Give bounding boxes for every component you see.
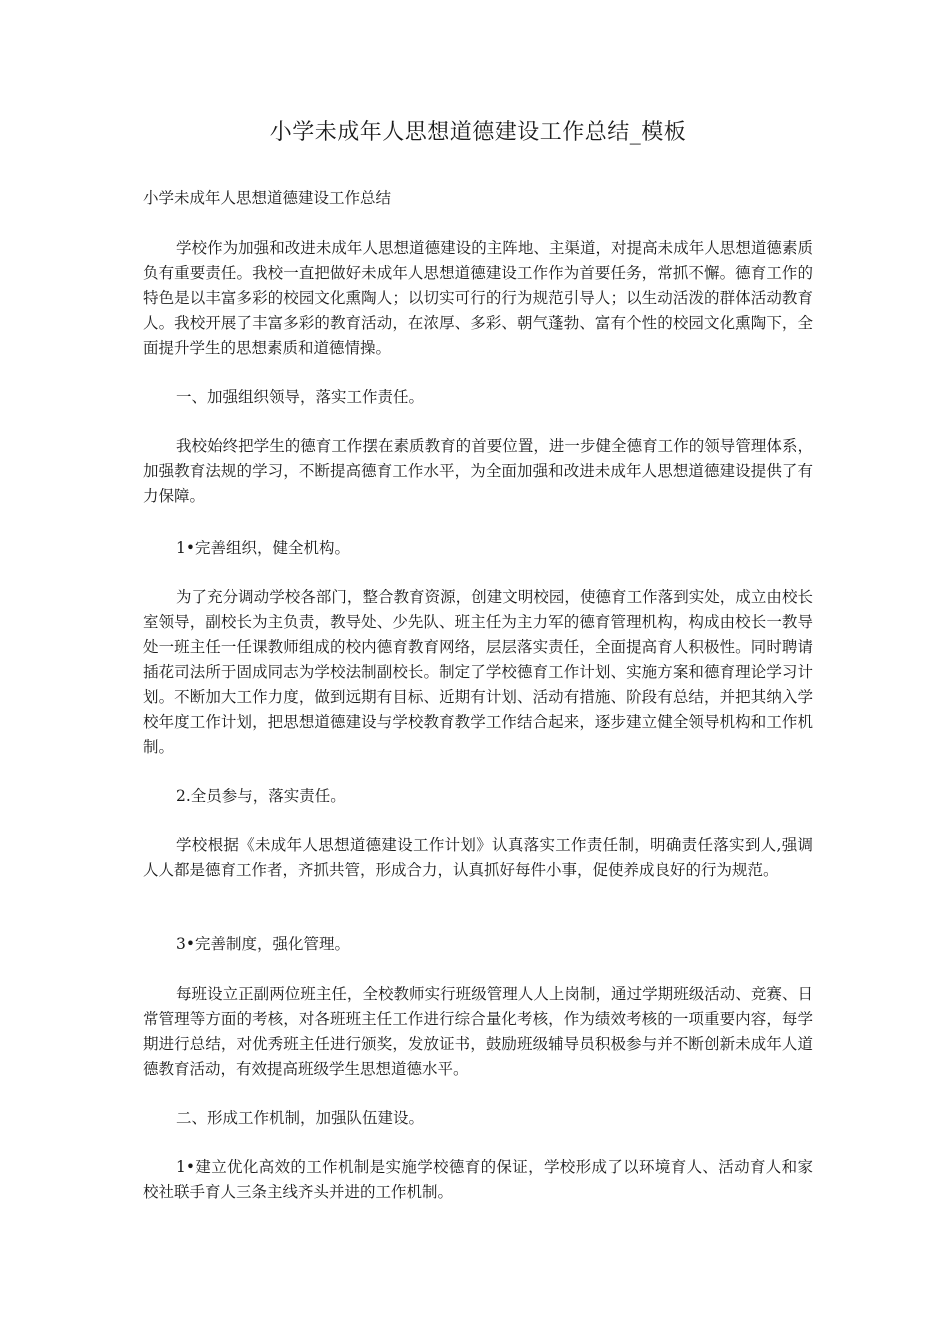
subheading-1-2: 2.全员参与，落实责任。 xyxy=(176,787,346,805)
document-title: 小学未成年人思想道德建设工作总结_模板 xyxy=(269,120,687,145)
subheading-1-1: 1•完善组织，健全机构。 xyxy=(176,539,351,557)
paragraph-intro: 学校作为加强和改进未成年人思想道德建设的主阵地、主渠道，对提高未成年人思想道德素质负有重要责任。我校一直把做好未成年人思想道德建设工作作为首要任务，常抓不懈。德育工作的特色是以丰富多彩的校园文化熏陶人；以切实可行的行为规范引导人；以生动活泼的群体活动教育人。我校开展了丰富多彩的教育活动，在浓厚、多彩、朝气蓬勃、富有个性的校园文化熏陶下，全面提升学生的思想素质和道德情操。 xyxy=(143,239,813,357)
section-heading-2: 二、形成工作机制，加强队伍建设。 xyxy=(176,1109,425,1127)
paragraph-2-1: 1•建立优化高效的工作机制是实施学校德育的保证，学校形成了以环境育人、活动育人和家校社联手育人三条主线齐头并进的工作机制。 xyxy=(143,1158,813,1201)
paragraph-section-1: 我校始终把学生的德育工作摆在素质教育的首要位置，进一步健全德育工作的领导管理体系，加强教育法规的学习，不断提高德育工作水平，为全面加强和改进未成年人思想道德建设提供了有力保障。 xyxy=(143,437,813,505)
paragraph-1-1: 为了充分调动学校各部门，整合教育资源，创建文明校园，使德育工作落到实处，成立由校长室领导，副校长为主负责，教导处、少先队、班主任为主力军的德育管理机构，构成由校长一教导处一班主任一任课教师组成的校内德育教育网络，层层落实责任，全面提高育人积极性。同时聘请插花司法所于固成同志为学校法制副校长。制定了学校德育工作计划、实施方案和德育理论学习计划。不断加大工作力度，做到远期有目标、近期有计划、活动有措施、阶段有总结，并把其纳入学校年度工作计划，把思想道德建设与学校教育教学工作结合起来，逐步建立健全领导机构和工作机制。 xyxy=(143,588,813,756)
document-subtitle: 小学未成年人思想道德建设工作总结 xyxy=(143,189,392,207)
subheading-1-3: 3•完善制度，强化管理。 xyxy=(176,935,351,953)
paragraph-1-2: 学校根据《未成年人思想道德建设工作计划》认真落实工作责任制，明确责任落实到人,强调人人都是德育工作者，齐抓共管，形成合力，认真抓好每件小事，促使养成良好的行为规范。 xyxy=(143,836,813,879)
paragraph-1-3: 每班设立正副两位班主任，全校教师实行班级管理人人上岗制，通过学期班级活动、竞赛、日常管理等方面的考核，对各班班主任工作进行综合量化考核，作为绩效考核的一项重要内容，每学期进行总结，对优秀班主任进行颁奖，发放证书，鼓励班级辅导员积极参与并不断创新未成年人道德教育活动，有效提高班级学生思想道德水平。 xyxy=(143,985,813,1078)
section-heading-1: 一、加强组织领导，落实工作责任。 xyxy=(176,388,425,406)
